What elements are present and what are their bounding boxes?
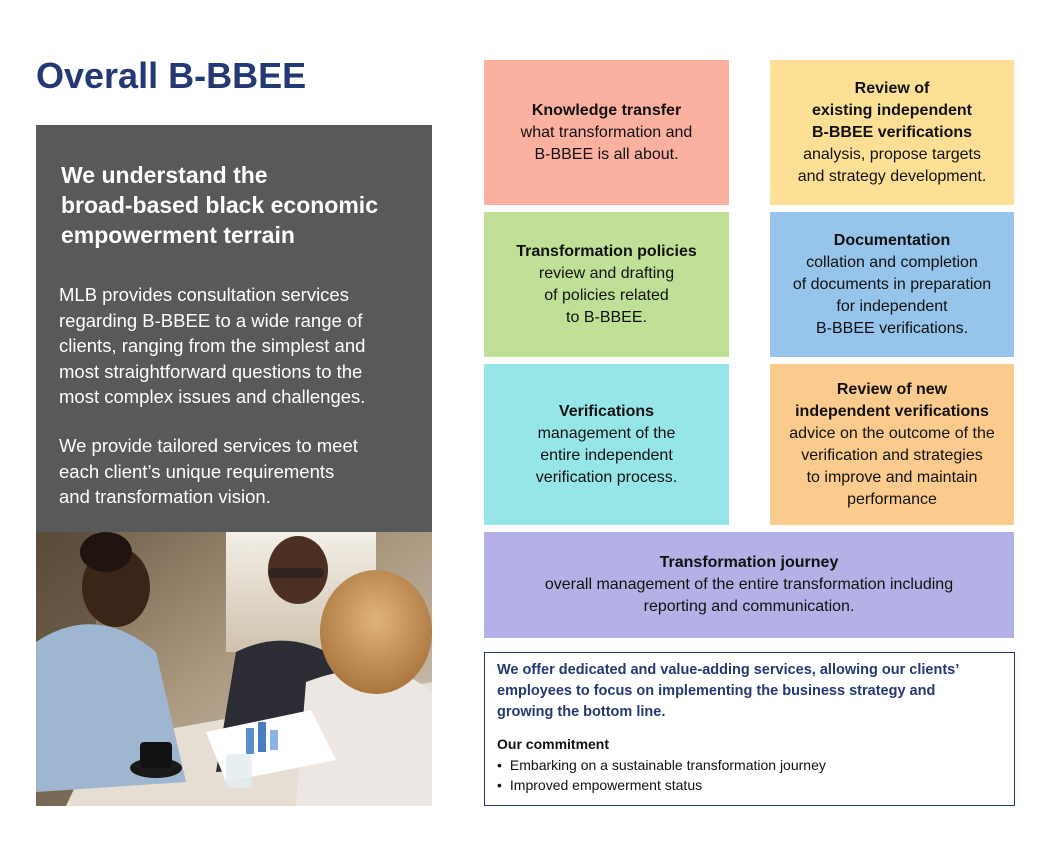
intro-heading-line: empowerment terrain <box>61 222 295 248</box>
service-title: Knowledge transfer <box>531 101 682 119</box>
service-title: Documentation <box>833 231 951 249</box>
service-desc: B-BBEE verifications. <box>815 319 969 337</box>
paragraph-line: MLB provides consultation services <box>59 284 349 305</box>
service-title: existing independent <box>811 101 972 119</box>
service-desc: advice on the outcome of the <box>789 424 995 442</box>
paragraph-line: and transformation vision. <box>59 486 271 507</box>
service-desc: of documents in preparation <box>792 275 992 293</box>
page-title: Overall B-BBEE <box>36 55 307 96</box>
service-desc: reporting and communication. <box>643 598 855 615</box>
service-transformation-policies <box>484 212 729 357</box>
commitment-lead-line: We offer dedicated and value-adding services, allowing our clients’ <box>497 662 960 678</box>
intro-heading-line: broad-based black economic <box>61 192 378 218</box>
paragraph-line: most straightforward questions to the <box>59 360 363 382</box>
service-title: Verifications <box>558 402 655 420</box>
service-desc: and strategy development. <box>797 167 987 185</box>
commitment-item: • Improved empowerment status <box>497 775 1002 795</box>
service-desc: what transformation and <box>520 123 693 141</box>
service-title: Review of <box>854 79 930 97</box>
intro-paragraph-2 <box>59 433 419 510</box>
service-desc: management of the <box>537 424 676 442</box>
service-transformation-journey <box>484 532 1014 638</box>
commitment-lead-line: growing the bottom line. <box>497 704 666 720</box>
service-title: B-BBEE verifications <box>811 123 973 141</box>
service-knowledge-transfer <box>484 60 729 205</box>
commitment-item: • Embarking on a sustainable transformation journey <box>497 755 1002 775</box>
commitment-lead <box>497 660 1002 723</box>
service-desc: B-BBEE is all about. <box>534 145 679 163</box>
intro-panel <box>36 125 432 532</box>
intro-heading-line: We understand the <box>61 162 268 188</box>
service-title: independent verifications <box>795 402 989 420</box>
service-desc: verification and strategies <box>801 446 983 464</box>
service-desc: to B-BBEE. <box>566 308 647 326</box>
paragraph-line: clients, ranging from the simplest and <box>59 335 366 356</box>
service-desc: analysis, propose targets <box>803 145 981 163</box>
intro-heading <box>61 160 421 250</box>
service-desc: verification process. <box>535 468 678 486</box>
paragraph-line: most complex issues and challenges. <box>59 386 366 407</box>
service-documentation <box>770 212 1014 357</box>
commitment-heading: Our commitment <box>497 736 610 752</box>
service-desc: for independent <box>836 297 948 315</box>
intro-paragraph-1 <box>59 282 419 410</box>
service-desc: of policies related <box>544 286 669 304</box>
service-verifications <box>484 364 729 525</box>
service-title: Review of new <box>836 380 948 398</box>
commitment-box <box>484 652 1015 806</box>
service-review-new <box>770 364 1014 525</box>
service-desc: to improve and maintain <box>806 468 978 486</box>
service-title: Transformation policies <box>516 242 697 260</box>
service-desc: overall management of the entire transformation including <box>544 576 954 593</box>
service-review-existing <box>770 60 1014 205</box>
service-desc: collation and completion <box>806 253 978 271</box>
paragraph-line: regarding B-BBEE to a wide range of <box>59 309 363 331</box>
service-desc: review and drafting <box>538 264 675 282</box>
paragraph-line: We provide tailored services to meet <box>59 435 358 456</box>
service-desc: entire independent <box>540 446 673 464</box>
service-desc: performance <box>847 490 937 508</box>
service-title: Transformation journey <box>659 554 839 571</box>
meeting-photo <box>36 532 432 806</box>
commitment-lead-line: employees to focus on implementing the business strategy and <box>497 683 936 699</box>
commitment-list <box>497 755 1002 795</box>
paragraph-line: each client’s unique requirements <box>59 460 335 482</box>
